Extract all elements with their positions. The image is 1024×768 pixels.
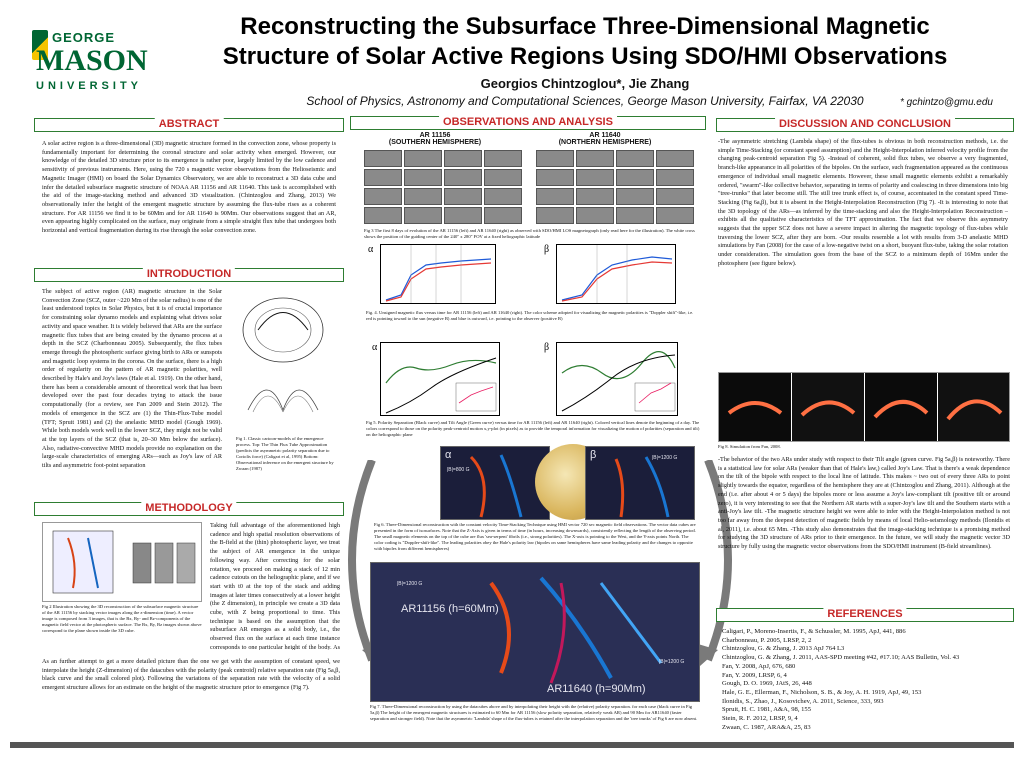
section-methodology-title: METHODOLOGY [141, 502, 236, 514]
figure-7-ar11156-label: AR11156 (h=60Mm) [401, 603, 499, 615]
figure-6-render-ar11156 [440, 446, 550, 520]
title-line-2: Structure of Solar Active Regions Using SDO/HMI Observations [222, 43, 948, 70]
magnetogram-tile [364, 169, 402, 186]
fig4-alpha-label: α [368, 244, 374, 255]
authors: Georgios Chintzoglou*, Jie Zhang [480, 76, 690, 91]
magnetogram-tile [616, 207, 654, 224]
magnetogram-tile [404, 188, 442, 205]
figure-5-caption: Fig 5. Polarity Separation (Black curve) and Tilt Angle (Green curve) versus time for AR 11156 (left) and AR 11640 (right). Colored vertical lines denote the beginning of a day. The colors correspond to those on the polarity peak-centroid motion x,y-plot (in pixels) as to provide the temporal information for visualizing the motion of polarities (separation and tilt) on the heliographic plane [366, 420, 700, 437]
figure-1-cartoons [228, 290, 338, 430]
figure-3-caption: Fig 3 The first 8 days of evolution of the AR 11156 (left) and AR 11640 (right) as observed with SDO/HMI LOS magnetograph (only read here for the illustration). The white cross shows the position of the guiding center of the 240" x 280" FOV at a fixed heliographic latitude [364, 228, 695, 239]
ar11640-header [550, 132, 660, 146]
fig6-left-svg [441, 447, 550, 520]
references-list [722, 628, 1010, 740]
section-discussion-title: DISCUSSION AND CONCLUSION [775, 118, 955, 130]
magnetogram-tile [656, 207, 694, 224]
section-abstract-header [34, 118, 344, 132]
magnetogram-tile [656, 169, 694, 186]
magnetogram-tile [656, 150, 694, 167]
magnetogram-tile [404, 207, 442, 224]
ar11156-header [380, 132, 490, 146]
figure-6-right-bfield: |B|=1200 G [652, 455, 678, 461]
figure-5-plot-ar11640 [556, 342, 678, 416]
magnetogram-tile [576, 169, 614, 186]
magnetogram-tile [404, 150, 442, 167]
figure-7-bfield-2: |B|=1200 G [659, 659, 685, 665]
reference-item: Chintzoglou, G. & Zhang, J. 2013 ApJ 764 L3 [722, 645, 845, 653]
figure-5-plot-ar11156 [380, 342, 500, 416]
figure-7-render [370, 562, 700, 702]
ar11640-title: AR 11640 [589, 132, 621, 139]
discussion-text-2: -The behavior of the two ARs under study with respect to their Tilt angle (green curve. Fig 5a,β) is noteworthy. There is a statistical law for solar ARs (weaker than that of Hale's law,) called Joy's Law. That is there's a weak dependence on the tilt of the bipole with respect to the local line of latitude. This makes ~ two out of every three ARs to point slightly towards the equator, regardless of the hemisphere they are at (Chintzoglou and Zhang, 2011). Although at the end (i.e. after about 4 or 5 days) the bipoles more or less assume a Joy's law-compliant tilt (positive tilt or around zero), it is very interesting to see that the Northern AR starts with a super-Joy's law tilt and the Southern starts with a anti-Joy's law tilt. -The magnetic structure height we were able to infer with the Height-Interpolation method is not too far away from the deepest detection of magnetic fields by means of local Helio-seismology methods (Ilonidis et al, 2011), i.e. about 65 Mm. -This study also demonstrates that the image-stacking technique is a promising method for studying the 3D structure of ARs prior to their emergence. In the future, we will study the magnetic vector 3D structure by fully using the magnetic vector observations from the SDO/HMI instrument (B-field streamlines). [718, 456, 1010, 551]
magnetogram-tile [444, 188, 482, 205]
figure-6-left-alpha: α [445, 449, 452, 461]
figure-7-bfield-1: |B|=1200 G [397, 581, 423, 587]
reference-item: Zwaan, C. 1987, ARA&A, 25, 83 [722, 723, 811, 731]
figure-8-simulation [718, 372, 1010, 442]
figure-2-caption: Fig 2 Illustration showing the 3D reconstruction of the subsurface magnetic structure of the AR 11156 by stacking vector images along the z-dimension (time). A vector image is composed from 3 images, that is the Bx, By- and Bz-components of the magnetic field vector at the photospheric surface. The Bx, By, Bz images shown above correspond to the plane shown inside the 3D cube. [42, 604, 202, 633]
university-logo [30, 28, 148, 98]
section-introduction-header [34, 268, 344, 282]
logo-line-george: GEORGE [52, 30, 116, 45]
figure-6-render-ar11640 [585, 446, 695, 520]
magnetogram-tile [364, 207, 402, 224]
figure-2-drawing [43, 523, 202, 602]
fig4-beta-label: β [544, 244, 550, 255]
figure-3-magnetograms [364, 150, 696, 226]
figure-2-stack [42, 522, 202, 602]
section-references-header [716, 608, 1014, 622]
figure-4-plot-ar11640 [556, 244, 676, 304]
reference-item: Stein, R. F. 2012, LRSP, 9, 4 [722, 715, 798, 723]
ar11156-subtitle: (SOUTHERN HEMISPHERE) [388, 139, 482, 146]
reference-item: Spruit, H. C. 1981, A&A, 98, 155 [722, 706, 812, 714]
footer-bar [10, 742, 1014, 748]
magnetogram-tile [484, 150, 522, 167]
fig5-left-svg [381, 343, 500, 416]
magnetogram-tile [616, 150, 654, 167]
figure-6-caption: Fig 6. Three-Dimensional reconstruction with the constant velocity Time-Stacking Technique using HMI vector 720 sec magnetic field observations. The vector data cubes are presented in the form of isosurfaces. Note that the Z-Axis is given in terms of time (in hours, increasing downwards), consistently reflecting the length of the observing period. The small magnetic elements on the top of the cube are flux 'sea-serpent' fibrils (i.e., strong polarities). The X-axis is pointing to the West, and the Y-axis points North. The color coding is "Doppler-shift-like". The leading polarities obey the Hale's polarity law (bipoles on same hemispheres have same leading polarity and the changes to opposite with bipoles from different hemispheres) [374, 522, 696, 551]
reference-item: Fan, Y. 2009, LRSP, 6, 4 [722, 671, 787, 679]
magnetogram-tile [576, 207, 614, 224]
magnetogram-tile [616, 169, 654, 186]
methodology-text-2: As an further attempt to get a more detailed picture than the one we get with the assumption of constant speed, we interpolate the height (Z-dimension) of the datacubes with the polarity (peak centroid) relative separation rate (Fig 5a,β, black curve and the small colored plot). Following the variations of the separation rate with the velocity of a solid emergent structure allows for an estimate on the height of the magnetic structure prior to emergence (Fig 7). [42, 658, 340, 692]
section-references-title: REFERENCES [823, 608, 906, 620]
reference-item: Ilonidis, S., Zhao, J., Kosovichev, A. 2011, Science, 333, 993 [722, 697, 884, 705]
magnetogram-tile [536, 207, 574, 224]
reference-item: Caligari, P., Moreno-Insertis, F., & Schussler, M. 1995, ApJ, 441, 886 [722, 628, 906, 635]
magnetogram-tile [484, 188, 522, 205]
ar11156-title: AR 11156 [419, 132, 451, 139]
figure-4-caption: Fig. 4. Unsigned magnetic flux versus time for AR 11156 (left) and AR 11640 (right). The color scheme adopted for visualizing the magnetic polarities is "Doppler shift"-like, i.e. red is pointing toward to the sun (negative B) and blue is outward, i.e. pointing to the observer (positive B) [366, 310, 694, 321]
reference-item: Fan, Y. 2008, ApJ, 676, 680 [722, 662, 796, 670]
fig6-right-svg [586, 447, 695, 520]
fig4-right-svg [557, 245, 676, 304]
magnetogram-tile [484, 207, 522, 224]
reference-item: Chintzoglou, G. & Zhang, J. 2011, AAS-SPD meeting #42, #17.10; AAS Bulletin, Vol. 43 [722, 654, 960, 662]
reference-item: Hale, G. E., Ellerman, F., Nicholson, S. B., & Joy, A. H. 1919, ApJ, 49, 153 [722, 688, 922, 696]
section-observations-header [350, 116, 706, 130]
magnetogram-tile [656, 188, 694, 205]
magnetogram-tile [444, 150, 482, 167]
magnetogram-tile [404, 169, 442, 186]
magnetogram-tile [616, 188, 654, 205]
magnetogram-tile [484, 169, 522, 186]
abstract-text: A solar active region is a three-dimensional (3D) magnetic structure formed in the convection zone, whose property is fundamentally important for determining the coronal structure and solar activity when emerged. However, our knowledge of the detailed 3D structure prior to its emergence is rather poor, largely limited by the low cadence and sensitivity of previous instruments. Here, using the 720 s magnetic vector observations from the Helioseismic and Magnetic Imager (HMI) on board the Solar Dynamics Observatory, we are able to reconstruct a 3D data cube and infer the detailed subsurface magnetic structure of NOAA AR 11156 and AR 11640. This task is accomplished with the aid of the image-stacking method and advanced 3D visualization. (Chintzoglou and Zhang, 2013) We observationally infer the height of the emergent magnetic structure by assuming the flux-tube rises as a coherent structure. For AR 11156 we find it to be 60Mm and for AR 11640 is 90Mm. Our observations suggest that an AR, even appearing highly complicated on the surface, may originate from a simple straight flux tube that undergoes both horizontal and vertical fragmentation during its rise through the solar convection zone. [42, 140, 336, 235]
figure-7-caption: Fig 7. Three-Dimensional reconstruction by using the datacubes above and by interpolating their height with the (relative) polarity separation. for each case (black curve in Fig 5a,β) The height of the emergent magnetic structures is estimated to 60 Mm for AR 11156 (slow polarity separation, relatively weak AR) and 90 Mm for AR11640 (faster separation and stronger field). Note that the asymmetric 'Lambda' shape of the flux-tubes is retained after the interpolation separation and the 'tree trunks' of Fig 6 are now absent. [370, 704, 698, 721]
magnetogram-tile [576, 188, 614, 205]
logo-line-university: UNIVERSITY [36, 80, 143, 92]
section-observations-title: OBSERVATIONS AND ANALYSIS [439, 116, 617, 128]
figure-4-plot-ar11156 [380, 244, 496, 304]
methodology-text-1: Taking full advantage of the aforementioned high cadence and high spatial resolution observations of the B-field at the (thin) photospheric layer, we treat the subject of AR emergence in the unique following way. After correcting for the solar rotation, we proceed on making a stack of 12 min cadence cutouts on the heliographic plane, and if we start with t0 at the top of the stack and adding images at later times consecutively at a lower height (the Z dimension), in principle we create a 3D data cube, with Z being proportional to time. This technique is based on the assumption that the subsurface AR emerges as a solid body, i.e., the observed flux on the surface at each time instance corresponds to one particular height of the body. As [210, 522, 340, 650]
fig5-right-svg [557, 343, 678, 416]
figure-1-drawing [228, 290, 338, 430]
reference-item: Charbonneau, P. 2005, LRSP, 2, 2 [722, 636, 812, 644]
figure-7-ar11640-label: AR11640 (h=90Mm) [547, 683, 646, 695]
fig5-alpha-label: α [372, 342, 378, 353]
figure-6-left-bfield: |B|=800 G [447, 467, 470, 473]
magnetogram-tile [536, 188, 574, 205]
title-line-1: Reconstructing the Subsurface Three-Dimensional Magnetic [240, 13, 930, 40]
discussion-text-1: -The asymmetric stretching (Lambda shape) of the flux-tubes is obvious in both reconstruction methods, i.e. the simple Time-Stacking (or constant speed assumption) and the Height-Interpolation inferred velocity profile from the changing peak-centroid separation Fig 5). -Instead of coherent, solid flux tubes, we observe a very fragmented, branch-like appearance in all polarities of the bipoles. On the surface, such fragmentation appeared as the continuous emergence of individual small magnetic elements. However, these small magnetic elements exhibit a remarkably ordered, "swarm"-like collective behavior, separating in terms of polarity and coalescing in three dimensions into big "tree-trunks" that later become still. The still tree trunk effect is, of course, accentuated in the constant speed Time-Stacking (Fig 6a,β), but it is absent in the Height-Interpolation Reconstruction (Fig 7). -It is interesting to note that the 3D topology of the ARs—as inferred by the time-stacking and also the Height-Interpolation Reconstruction – exhibits all the qualitative characteristics of the TFT approximation. The fact that we observe this asymmetry suggests that the upper SCZ does not have a severe impact in altering the magnetic topology of flux-tubes while traversing the lower SCZ, after they are born. -Our results resemble a lot with results from 3-D anelastic MHD simulations by Fan (2008) for the case of a low-negative twist on a short, buoyant flux-tube, taking the solar rotation under consideration. The simulation goes from the base of the SCZ to a minimum depth of 16Mm under the photosphere (see figure below). [718, 138, 1008, 267]
magnetogram-tile [364, 150, 402, 167]
section-abstract-title: ABSTRACT [155, 118, 224, 130]
reference-item: Gough, D. O. 1969, JAtS, 26, 448 [722, 680, 812, 688]
section-discussion-header [716, 118, 1014, 132]
figure-8-drawing [719, 373, 1010, 442]
magnetogram-tile [444, 207, 482, 224]
fig4-left-svg [381, 245, 496, 304]
figure-6-right-beta: β [590, 449, 597, 461]
magnetogram-tile [444, 169, 482, 186]
figure-8-caption: Fig 8. Simulation from Fan, 2008. [718, 444, 781, 449]
magnetogram-tile [536, 150, 574, 167]
figure-1-caption: Fig 1. Classic cartoon-models of the emergence process. Top: The Thin Flux Tube Approximation (predicts the asymmetric polarity separation due to Coriolis force) (Caligari et al, 1995) Bottom: Observational inference on the emergent structure by Zwaan (1987) [236, 436, 334, 471]
ar11640-subtitle: (NORTHERN HEMISPHERE) [558, 139, 652, 146]
affiliation: School of Physics, Astronomy and Computational Sciences, George Mason University, Fairfax, VA 22030 [306, 94, 864, 108]
magnetogram-tile [536, 169, 574, 186]
fig5-beta-label: β [544, 342, 550, 353]
section-introduction-title: INTRODUCTION [143, 268, 235, 280]
magnetogram-tile [576, 150, 614, 167]
introduction-text: The subject of active region (AR) magnetic structure in the Solar Convection Zone (SCZ, outer ~220 Mm of the solar radius) is one of the least understood topics in Solar Physics, but it is of crucial importance for constraining solar dynamo models and explaining what drives solar activity and space weather. It is widely believed that ARs are the surface magnetic flux tubes that are being created by the dynamo process at a depth in the SCZ (Charbonneau 2005). Subsequently, the flux tubes emerge through the photospheric surface giving birth to ARs or sunspots and magnetic loop systems in the corona. On the surface, there is a high order of regularity on the pattern of AR magnetic polarities, well described by Hale's and Joy's laws (Hale et al. 1919). On the other hand, there has been a considerable amount of theoretical work that has been developed over the past four decades trying to attack the issue computationally (for a review, see Fan 2009 and Stein 2012). The models of emergence in the SCZ are (1) the Thin-Flux-Tube model (TFT; Spruit 1981) and (2) the anelastic MHD model (Gough 1969). While both models work well in the lower SCZ, they might not be valid at the top layers of the SCZ (that is, 20–30 Mm below the surface). Also, radiative-convective MHD models provide no explanation on the large-scale characteristics of emerging ARs—such as Joy's law of AR tilts and asymmetric foot-point separation [42, 288, 222, 470]
poster-title [170, 12, 1000, 72]
magnetogram-tile [364, 188, 402, 205]
contact-email: * gchintzo@gmu.edu [900, 97, 993, 108]
logo-line-mason: MASON [36, 44, 148, 77]
section-methodology-header [34, 502, 344, 516]
